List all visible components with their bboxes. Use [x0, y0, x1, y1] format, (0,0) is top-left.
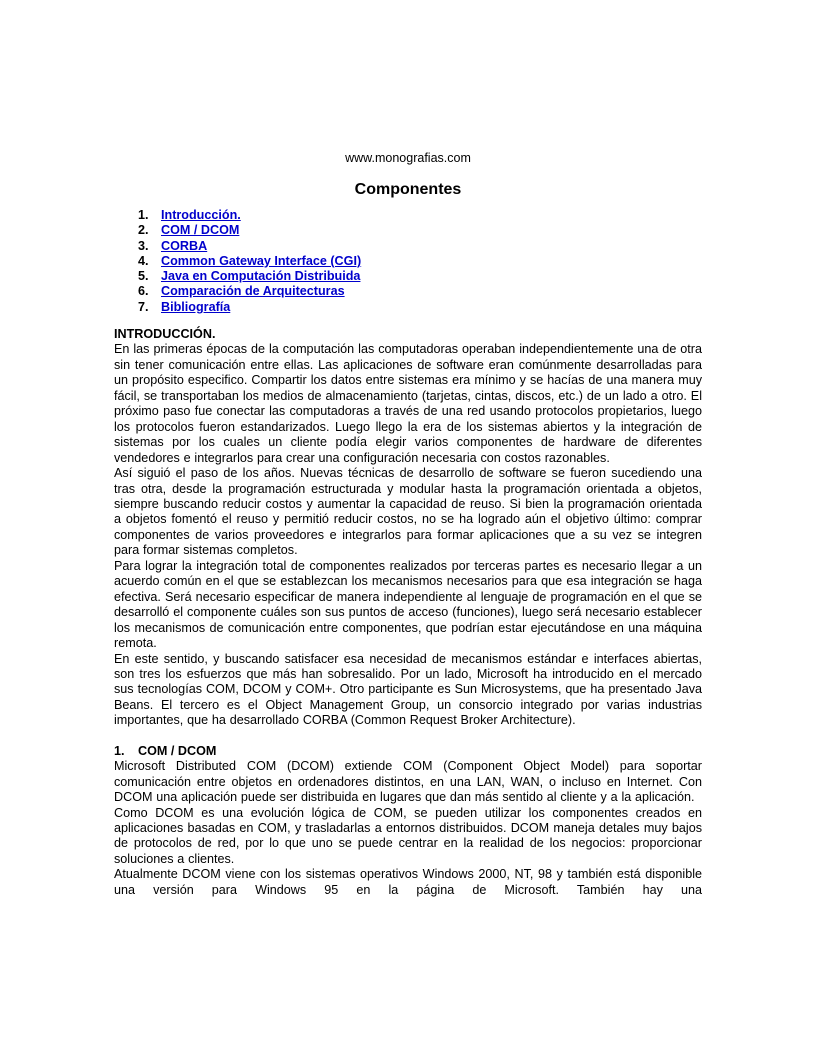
table-of-contents — [114, 208, 702, 315]
com-dcom-paragraph-3: Atualmente DCOM viene con los sistemas operativos Windows 2000, NT, 98 y también está disponible una versión para Windows 95 en la página de Microsoft. También hay una — [114, 867, 702, 897]
site-url-header: www.monografias.com — [345, 151, 471, 165]
toc-link-com-dcom[interactable]: COM / DCOM — [161, 223, 240, 238]
toc-item-comparacion — [114, 284, 702, 299]
toc-item-com-dcom — [114, 223, 702, 238]
toc-link-corba[interactable]: CORBA — [161, 238, 208, 253]
intro-paragraph-3: Para lograr la integración total de componentes realizados por terceras partes es necesario llegar a un acuerdo común en el que se establezcan los mecanismos necesarios para que esa integración se haga efectiva. Será necesario especificar de manera independiente al lenguaje de programación en el que se desarrolló el componente cuáles son sus puntos de acceso (funciones), luego será necesario establecer los mecanismos de comunicación entre componentes, que podrían estar ejecutándose en una máquina remota. — [114, 558, 702, 651]
toc-number: 2. — [138, 223, 149, 238]
toc-item-cgi — [114, 254, 702, 269]
toc-link-java[interactable]: Java en Computación Distribuida — [161, 269, 361, 284]
toc-item-introduccion — [114, 208, 702, 223]
toc-item-bibliografia — [114, 300, 702, 315]
intro-paragraph-1: En las primeras épocas de la computación las computadoras operaban independientemente una de otra sin tener comunicación entre ellas. Las aplicaciones de software eran comúnmente desarrolladas para un propósito especifico. Compartir los datos entre sistemas era mínimo y se hacías de una manera muy fácil, se transportaban los medios de almacenamiento (tarjetas, cintas, discos, etc.) de un lado a otro. El próximo paso fue conectar las computadoras a través de una red usando protocolos propietarios, luego los protocolos fueron estandarizados. Luego llego la era de los sistemas abiertos y la integración de sistemas por los cuales un cliente podía elegir varios componentes de hardware de diferentes vendedores e integrarlos para crear una configuración necesaria con costos razonables. — [114, 342, 702, 465]
toc-number: 3. — [138, 238, 149, 253]
toc-number: 1. — [138, 208, 149, 222]
toc-link-introduccion[interactable]: Introducción. — [161, 208, 241, 222]
toc-link-comparacion[interactable]: Comparación de Arquitecturas — [161, 284, 345, 299]
toc-number: 7. — [138, 299, 149, 314]
section-heading-com-dcom — [114, 744, 702, 759]
document-page — [114, 150, 702, 898]
toc-link-cgi[interactable]: Common Gateway Interface (CGI) — [161, 253, 362, 268]
toc-link-bibliografia[interactable]: Bibliografía — [161, 299, 231, 314]
section-com-dcom — [114, 744, 702, 898]
section-introduccion — [114, 327, 702, 729]
intro-paragraph-4: En este sentido, y buscando satisfacer esa necesidad de mecanismos estándar e interfaces abiertas, son tres los esfuerzos que más han sobresalido. Por un lado, Microsoft ha introducido en el mercado sus tecnologías COM, DCOM y COM+. Otro participante es Sun Microsystems, que ha presentado Java Beans. El tercero es el Object Management Group, un consorcio integrado por varias industrias importantes, que ha desarrollado CORBA (Common Request Broker Architecture). — [114, 651, 702, 728]
com-dcom-paragraph-2: Como DCOM es una evolución lógica de COM, se pueden utilizar los componentes creados en aplicaciones basadas en COM, y trasladarlas a entornos distribuidos. DCOM maneja detales muy bajos de protocolos de red, por lo que uno se puede centrar en la realidad de los negocios: proporcionar soluciones a clientes. — [114, 805, 702, 866]
com-dcom-paragraph-1: Microsoft Distributed COM (DCOM) extiende COM (Component Object Model) para soportar comunicación entre objetos en ordenadores distintos, en una LAN, WAN, o incluso en Internet. Con DCOM una aplicación puede ser distribuida en lugares que dan más sentido al cliente y a la aplicación. — [114, 759, 702, 805]
toc-number: 4. — [138, 253, 149, 268]
toc-number: 5. — [138, 269, 149, 284]
section-number: 1. — [114, 743, 125, 758]
toc-number: 6. — [138, 284, 149, 299]
section-heading-label: COM / DCOM — [138, 743, 217, 758]
intro-paragraph-2: Así siguió el paso de los años. Nuevas técnicas de desarrollo de software se fueron sucediendo una tras otra, desde la programación estructurada y modular hasta la programación orientada a objetos, siempre buscando reducir costos y aumentar la capacidad de reuso. Si bien la programación orientada a objetos fomentó el reuso y permitió reducir costos, no se ha logrado aún el objetivo último: comprar componentes de varios proveedores e integrarlos para formar aplicaciones que a su vez se integren para formar sistemas completos. — [114, 466, 702, 558]
section-spacer — [114, 729, 702, 744]
section-heading-introduccion: INTRODUCCIÓN. — [114, 327, 216, 342]
document-title: Componentes — [354, 181, 462, 198]
toc-item-corba — [114, 239, 702, 254]
toc-item-java — [114, 269, 702, 284]
